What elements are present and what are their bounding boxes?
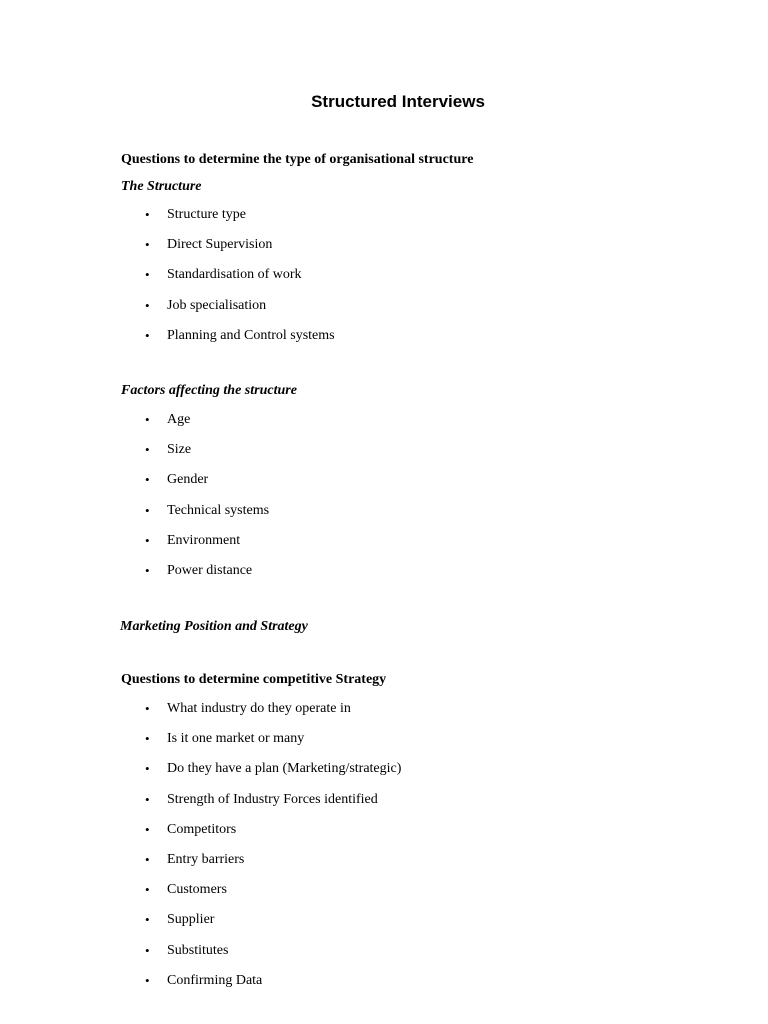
bullet-icon: • <box>145 882 150 898</box>
bullet-icon: • <box>145 442 150 458</box>
list-item-text: Do they have a plan (Marketing/strategic) <box>167 761 402 777</box>
bullet-icon: • <box>145 532 150 548</box>
list-item-text: Is it one market or many <box>167 731 305 747</box>
list-item-text: Gender <box>167 472 209 488</box>
subheading-marketing-position-strategy: Marketing Position and Strategy <box>120 619 308 634</box>
bullet-icon: • <box>145 821 150 837</box>
list-item-text: Job specialisation <box>167 297 267 313</box>
bullet-icon: • <box>145 912 150 928</box>
bullet-icon: • <box>145 851 150 867</box>
bullet-icon: • <box>145 207 150 222</box>
list-item-text: Technical systems <box>167 502 270 518</box>
list-item-text: Entry barriers <box>167 851 245 867</box>
list-item-text: Size <box>167 442 192 458</box>
subheading-the-structure: The Structure <box>121 179 202 194</box>
section-heading-organisational-structure: Questions to determine the type of organisational structure <box>121 152 474 167</box>
subheading-factors-affecting-structure: Factors affecting the structure <box>121 383 297 398</box>
bullet-icon: • <box>145 412 150 427</box>
list-item-text: What industry do they operate in <box>167 701 351 716</box>
list-item-text: Competitors <box>167 821 237 837</box>
bullet-icon: • <box>145 791 150 807</box>
bullet-icon: • <box>145 701 150 716</box>
bullet-icon: • <box>145 472 150 488</box>
bullet-icon: • <box>145 731 150 747</box>
list-item-text: Customers <box>167 882 227 898</box>
bullet-icon: • <box>145 972 150 988</box>
list-item-text: Strength of Industry Forces identified <box>167 791 378 807</box>
list-item-text: Structure type <box>167 207 246 222</box>
bullet-icon: • <box>145 562 150 578</box>
list-item-text: Direct Supervision <box>167 237 273 253</box>
bullet-icon: • <box>145 761 150 777</box>
list-item-text: Standardisation of work <box>167 267 302 283</box>
list-item-text: Power distance <box>167 562 253 578</box>
list-item-text: Environment <box>167 532 241 548</box>
list-item-text: Age <box>167 412 191 427</box>
bullet-icon: • <box>145 327 150 343</box>
bullet-icon: • <box>145 297 150 313</box>
bullet-icon: • <box>145 267 150 283</box>
bullet-icon: • <box>145 502 150 518</box>
bullet-icon: • <box>145 237 150 253</box>
list-item-text: Planning and Control systems <box>167 327 335 343</box>
section-heading-competitive-strategy: Questions to determine competitive Strategy <box>121 672 387 687</box>
list-item-text: Substitutes <box>167 942 229 958</box>
list-item-text: Supplier <box>167 912 215 928</box>
document-title: Structured Interviews <box>311 92 485 111</box>
bullet-icon: • <box>145 942 150 958</box>
list-item-text: Confirming Data <box>167 972 263 988</box>
